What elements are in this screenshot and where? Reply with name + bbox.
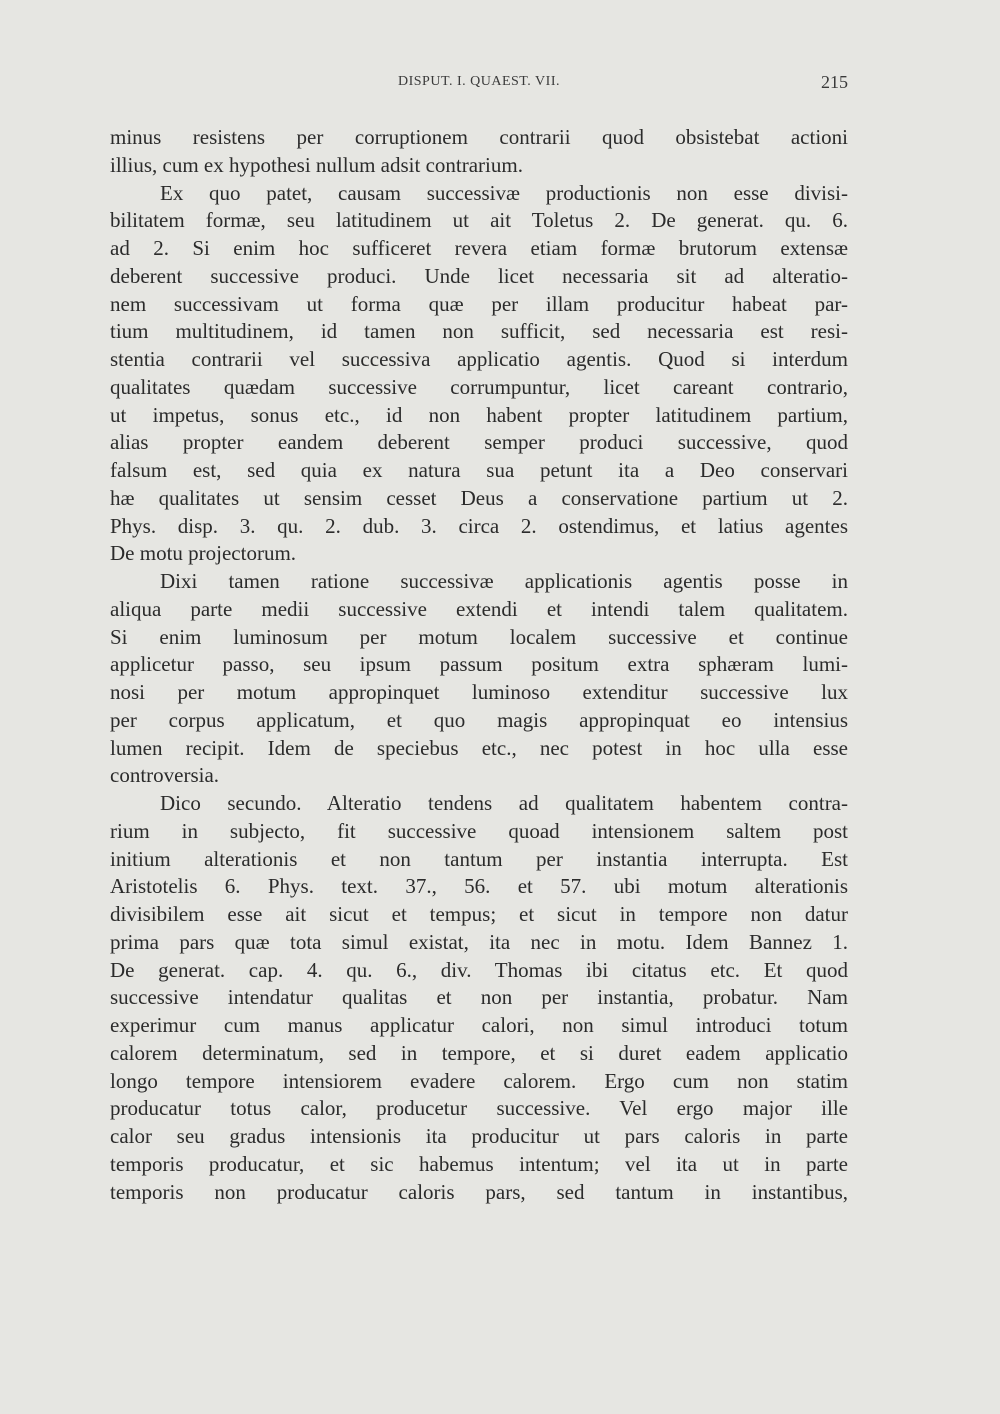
text-line: falsum est, sed quia ex natura sua petunt ita a Deo conservari (110, 458, 848, 482)
text-line: De generat. cap. 4. qu. 6., div. Thomas ibi citatus etc. Et quod (110, 957, 848, 982)
text-line: initium alterationis et non tantum per instantia interrupta. Est (110, 846, 848, 871)
text-line: prima pars quæ tota simul existat, ita nec in motu. Idem Bannez 1. (110, 929, 848, 954)
text-line: calorem determinatum, sed in tempore, et si duret eadem applicatio (110, 1040, 848, 1065)
body-text (110, 124, 848, 1206)
text-line: controversia. (110, 763, 220, 788)
text-line: temporis non producatur caloris pars, sed tantum in instantibus, (110, 1179, 848, 1204)
text-line: nem successivam ut forma quæ per illam producitur habeat par- (110, 291, 848, 316)
running-head (110, 74, 848, 98)
text-line: Si enim luminosum per motum localem successive et continue (110, 624, 848, 649)
text-line: minus resistens per corruptionem contrarii quod obsistebat actioni (110, 125, 848, 149)
text-line: producatur totus calor, producetur successive. Vel ergo major ille (110, 1096, 848, 1121)
running-title: DISPUT. I. QUAEST. VII. (398, 74, 560, 89)
text-line: bilitatem formæ, seu latitudinem ut ait Toletus 2. De generat. qu. 6. (110, 208, 848, 233)
text-line: ut impetus, sonus etc., id non habent propter latitudinem partium, (110, 402, 848, 427)
text-line: temporis producatur, et sic habemus intentum; vel ita ut in parte (110, 1151, 848, 1176)
page-number: 215 (821, 72, 848, 92)
text-line: rium in subjecto, fit successive quoad intensionem saltem post (110, 818, 848, 843)
text-line: divisibilem esse ait sicut et tempus; et sicut in tempore non datur (110, 902, 848, 926)
text-line: illius, cum ex hypothesi nullum adsit contrarium. (110, 152, 523, 177)
text-line: De motu projectorum. (110, 541, 297, 566)
text-line: calor seu gradus intensionis ita producitur ut pars caloris in parte (110, 1124, 848, 1148)
text-line: aliqua parte medii successive extendi et intendi talem qualitatem. (110, 596, 848, 621)
text-line: successive intendatur qualitas et non per instantia, probatur. Nam (110, 985, 848, 1010)
text-line: nosi per motum appropinquet luminoso extenditur successive lux (110, 680, 848, 704)
text-line: longo tempore intensiorem evadere calorem. Ergo cum non statim (110, 1068, 848, 1093)
text-line: hæ qualitates ut sensim cesset Deus a conservatione partium ut 2. (110, 485, 848, 510)
text-line: Dico secundo. Alteratio tendens ad qualitatem habentem contra- (160, 791, 848, 815)
text-line: alias propter eandem deberent semper produci successive, quod (110, 430, 848, 455)
text-line: qualitates quædam successive corrumpuntur, licet careant contrario, (110, 374, 848, 399)
text-line: tium multitudinem, id tamen non sufficit, sed necessaria est resi- (110, 319, 848, 344)
text-line: stentia contrarii vel successiva applicatio agentis. Quod si interdum (110, 347, 848, 371)
text-line: Ex quo patet, causam successivæ productionis non esse divisi- (160, 180, 848, 205)
text-line: ad 2. Si enim hoc sufficeret revera etiam formæ brutorum extensæ (110, 236, 848, 260)
text-line: Dixi tamen ratione successivæ applicationis agentis posse in (160, 569, 848, 593)
text-line: applicetur passo, seu ipsum passum positum extra sphæram lumi- (110, 652, 848, 677)
text-line: Aristotelis 6. Phys. text. 37., 56. et 57. ubi motum alterationis (110, 874, 848, 899)
text-line: experimur cum manus applicatur calori, non simul introduci totum (110, 1013, 848, 1037)
text-line: lumen recipit. Idem de speciebus etc., nec potest in hoc ulla esse (110, 735, 848, 760)
text-line: per corpus applicatum, et quo magis appropinquat eo intensius (110, 707, 848, 732)
text-line: Phys. disp. 3. qu. 2. dub. 3. circa 2. ostendimus, et latius agentes (110, 513, 848, 538)
text-line: deberent successive produci. Unde licet necessaria sit ad alteratio- (110, 263, 848, 288)
